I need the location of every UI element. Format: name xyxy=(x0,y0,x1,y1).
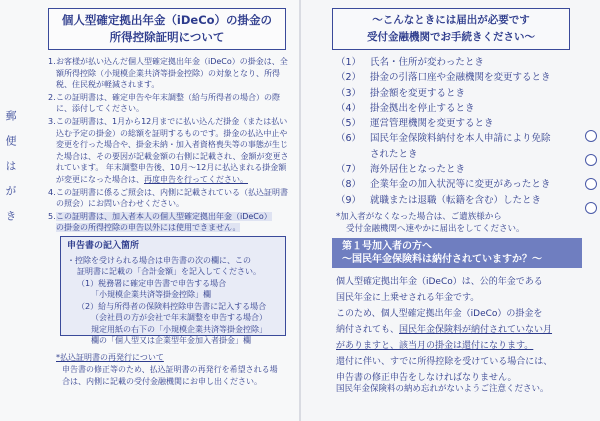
binder-hole-icon xyxy=(585,178,597,190)
left-title-box xyxy=(48,8,286,50)
binder-holes xyxy=(585,130,599,226)
left-title-line2: 所得控除証明について xyxy=(109,30,225,44)
list-item: 4. この証明書に係るご照会は、内側に記載されている（払込証明書の照会）にお問い合わせください。 xyxy=(48,187,288,209)
list-item: （4） 掛金拠出を停止するとき xyxy=(336,102,475,114)
list-item: （1） 氏名・住所が変わったとき xyxy=(336,57,484,68)
list-item: （8） 企業年金の加入状況等に変更があったとき xyxy=(336,179,551,191)
list-item: （9） 就職または退職（転籍を含む）したとき xyxy=(336,194,542,206)
tab-heading: 第１号加入者の方へ xyxy=(342,241,432,252)
list-item: されたとき xyxy=(370,148,418,160)
right-title-box xyxy=(332,8,570,50)
pension-paragraph: 個人型確定拠出年金（iDeCo）は、公的年金である 国民年金に上乗せされる年金です。 このため、個人型確定拠出年金（iDeCo）の掛金を 納付されても、国民年金保険料が納付されていない月 がありますと、該当月の掛金は還付になります。 還付に伴い、すでに所得控除を受けている場合には、 申告書の修正申告をしなければなりません。 xyxy=(336,277,553,383)
first-category-tab xyxy=(332,238,582,268)
list-item: 5. この証明書は、加入者本人の個人型確定拠出年金（iDeCo） の掛金の所得控除の申告以外には使用できません。 xyxy=(48,211,272,233)
list-item: 2. この証明書は、確定申告や年末調整（給与所得者の場合）の際に、添付してください。 xyxy=(48,92,280,114)
reissue-title: *払込証明書の再発行について xyxy=(56,353,164,362)
binder-hole-icon xyxy=(585,154,597,166)
fold-line xyxy=(299,0,301,421)
notification-list xyxy=(336,55,576,208)
list-item: （6） 国民年金保険料納付を本人申請により免除 xyxy=(336,133,551,145)
right-title-line1: 〜こんなときには届出が必要です xyxy=(372,14,530,26)
list-item: （3） 掛金額を変更するとき xyxy=(336,87,466,99)
filing-location-box: 申告書の記入箇所 ・控除を受けられる場合は申告書の次の欄に、この 証明書に記載の「合計金額」を記入してください。 （1）税務署に確定申告書で申告する場合 「小規模企業共済等掛金控除」欄 （2）給与所得者の保険料控除申告書に記入する場合 （会社員の方が会社で年末調整を申告する場合） 規定用紙の右下の「小規模企業共済等掛金控除」 欄の「個人型又は企業型年金加入者掛金」欄 xyxy=(60,236,286,336)
binder-hole-icon xyxy=(585,130,597,142)
left-numbered-list xyxy=(48,56,294,235)
right-title-line2: 受付金融機関でお手続きください〜 xyxy=(367,31,535,43)
list-item: 1. お客様が払い込んだ個人型確定拠出年金（iDeCo）の掛金は、全額所得控除（小規模企業共済等掛金控除）の対象となり、所得税、住民税が軽減されます。 xyxy=(48,57,288,90)
tab-subheading: 〜国民年金保険料は納付されていますか？〜 xyxy=(342,254,542,265)
bereavement-note: *加入者がなくなった場合は、ご遺族様から 受付金融機関へ速やかに届出をしてください。 xyxy=(336,212,525,234)
postcard-vertical-label: 郵便はがき xyxy=(4,110,17,235)
filing-title: 申告書の記入箇所 xyxy=(67,241,140,251)
left-title-line1: 個人型確定拠出年金（iDeCo）の掛金の xyxy=(61,13,273,27)
binder-hole-icon xyxy=(585,202,597,214)
reissue-note: *払込証明書の再発行について 申告書の修正等のため、払込証明書の再発行を希望される場 合は、内側に記載の受付金融機関にお申し出ください。 xyxy=(56,352,296,387)
list-item: （2） 掛金の引落口座や金融機関を変更するとき xyxy=(336,72,551,84)
list-item: （7） 海外居住となったとき xyxy=(336,164,466,176)
list-item: 3. この証明書は、1月から12月までに払い込んだ掛金（または払い込む予定の掛金）の総額を証明するものです。掛金の払込中止や変更を行った場合や、掛金未納・加入者資格喪失等の事態が生じた場合は、その要因が記載金額の右側に記載され、金額が変更されています。 年末調整申告後、10月〜12月に払込まれる掛金額が変更になった場合は、再度申告を行ってください。 xyxy=(48,116,289,184)
list-item: （5） 運営管理機関を変更するとき xyxy=(336,118,494,130)
payment-reminder: 国民年金保険料の納め忘れがないようご注意ください。 xyxy=(336,384,549,394)
